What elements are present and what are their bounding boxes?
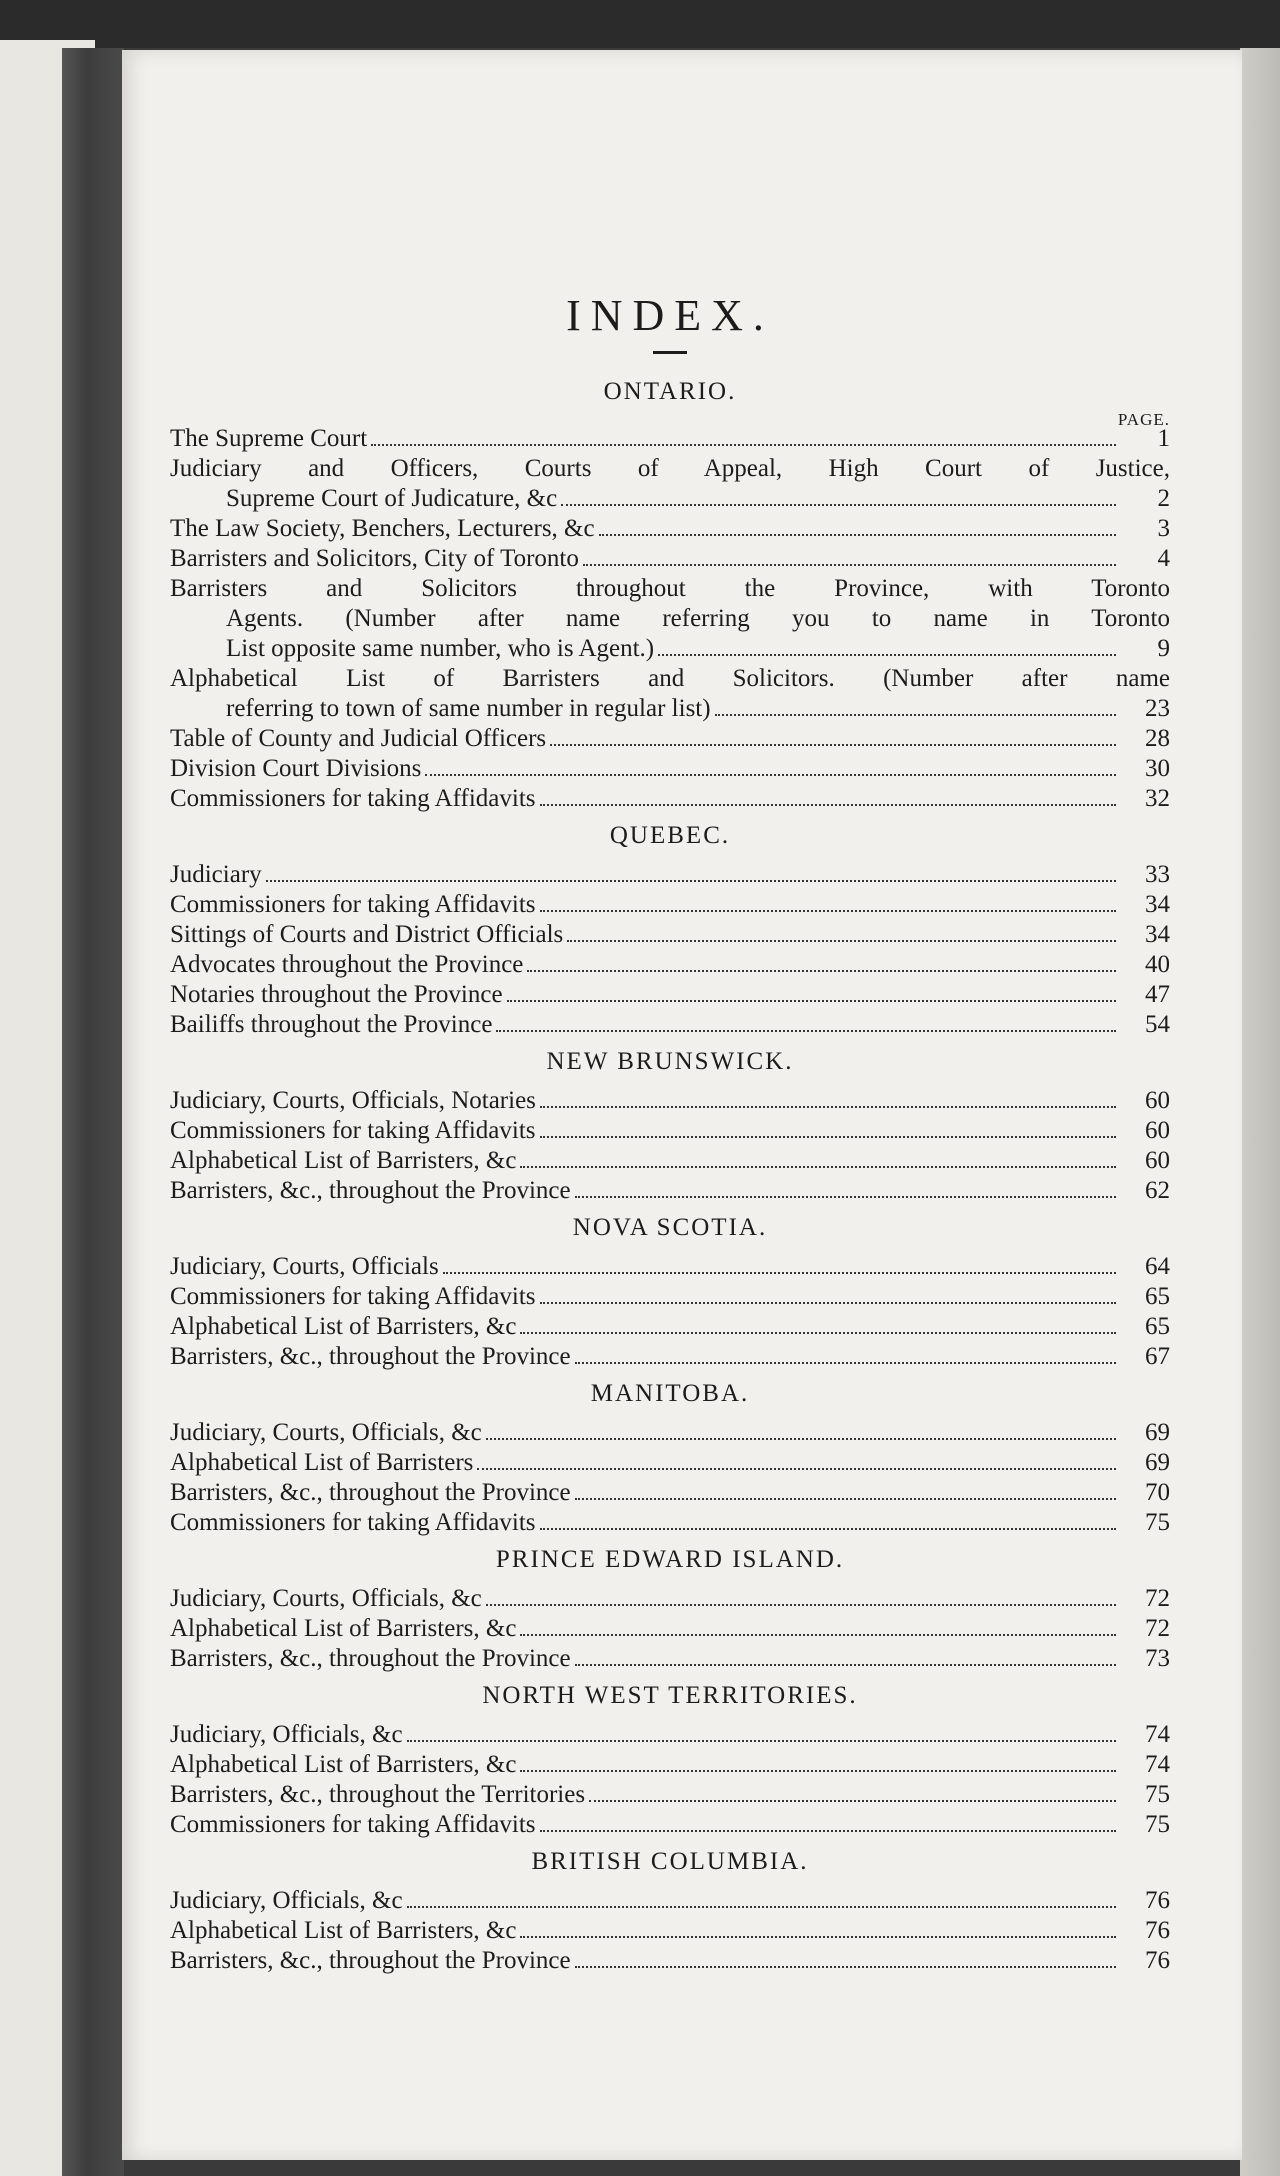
- dot-leader: [520, 1332, 1116, 1334]
- section-heading: BRITISH COLUMBIA.: [531, 1848, 809, 1875]
- index-entry: [170, 544, 1170, 574]
- entry-text: Judiciary, Courts, Officials, Notaries: [170, 1087, 536, 1114]
- index-entry: [170, 1010, 1170, 1040]
- page-number: 30: [1145, 755, 1170, 782]
- entry-text: Judiciary, Officials, &c: [170, 1721, 403, 1748]
- entry-text-line: Judiciary and Officers, Courts of Appeal, High Court of Justice,: [170, 455, 1170, 482]
- page-number: 54: [1145, 1011, 1170, 1038]
- page-number: 72: [1145, 1615, 1170, 1642]
- entry-text: Commissioners for taking Affidavits: [170, 1283, 536, 1310]
- dot-leader: [507, 1000, 1116, 1002]
- entry-text: Barristers, &c., throughout the Province: [170, 1479, 571, 1506]
- dot-leader: [589, 1800, 1116, 1802]
- entry-text: Barristers, &c., throughout the Province: [170, 1177, 571, 1204]
- dot-leader: [575, 1664, 1116, 1666]
- dot-leader: [527, 970, 1116, 972]
- index-entry: [170, 1282, 1170, 1312]
- entry-text-line: List opposite same number, who is Agent.): [226, 635, 655, 662]
- entry-text: Table of County and Judicial Officers: [170, 725, 547, 752]
- dot-leader: [540, 804, 1117, 806]
- page-number: 64: [1145, 1253, 1170, 1280]
- scan-top-border: [0, 0, 1280, 48]
- page-number: 28: [1145, 725, 1170, 752]
- dot-leader: [599, 534, 1116, 536]
- index-page: [122, 50, 1242, 2160]
- index-entry: [170, 754, 1170, 784]
- dot-leader: [575, 1966, 1116, 1968]
- title-rule: [653, 351, 687, 354]
- index-entry: [170, 1478, 1170, 1508]
- index-content: [170, 290, 1170, 1976]
- entry-text: Judiciary, Officials, &c: [170, 1887, 403, 1914]
- entry-text: Commissioners for taking Affidavits: [170, 1117, 536, 1144]
- page-number: 72: [1145, 1585, 1170, 1612]
- page-number: 69: [1145, 1419, 1170, 1446]
- page-number: 65: [1145, 1313, 1170, 1340]
- page-number: 70: [1145, 1479, 1170, 1506]
- index-entry: [170, 1312, 1170, 1342]
- entry-text-line: Barristers and Solicitors throughout the Province, with Toronto: [170, 575, 1170, 602]
- index-entry: [170, 1720, 1170, 1750]
- page-number: 60: [1145, 1117, 1170, 1144]
- dot-leader: [520, 1166, 1116, 1168]
- dot-leader: [443, 1272, 1116, 1274]
- index-entry: [170, 1176, 1170, 1206]
- dot-leader: [567, 940, 1116, 942]
- page-title: INDEX.: [566, 291, 774, 340]
- book-spine: [62, 48, 124, 2176]
- page-number: 60: [1145, 1087, 1170, 1114]
- page-number: 74: [1145, 1721, 1170, 1748]
- entry-text: Judiciary, Courts, Officials, &c: [170, 1585, 482, 1612]
- entry-text: The Supreme Court: [170, 425, 368, 452]
- page-number: 65: [1145, 1283, 1170, 1310]
- page-number: 75: [1145, 1781, 1170, 1808]
- page-number: 1: [1157, 425, 1170, 452]
- index-entry: [170, 1448, 1170, 1478]
- entry-text: Sittings of Courts and District Officials: [170, 921, 564, 948]
- dot-leader: [486, 1604, 1116, 1606]
- dot-leader: [715, 714, 1116, 716]
- dot-leader: [575, 1362, 1116, 1364]
- dot-leader: [550, 744, 1116, 746]
- entry-text-line: referring to town of same number in regular list): [226, 695, 711, 722]
- section-heading: MANITOBA.: [590, 1380, 750, 1407]
- dot-leader: [658, 654, 1116, 656]
- index-entry: [170, 664, 1170, 724]
- entry-text: Barristers, &c., throughout the Territories: [170, 1781, 586, 1808]
- dot-leader: [407, 1906, 1116, 1908]
- index-entry: [170, 890, 1170, 920]
- entry-text-line: Agents. (Number after name referring you to name in Toronto: [226, 605, 1170, 632]
- index-entry: [170, 1116, 1170, 1146]
- entry-text: Alphabetical List of Barristers: [170, 1449, 474, 1476]
- entry-text: Judiciary, Courts, Officials: [170, 1253, 439, 1280]
- page-number: 75: [1145, 1811, 1170, 1838]
- entry-text: Bailiffs throughout the Province: [170, 1011, 493, 1038]
- dot-leader: [540, 1528, 1117, 1530]
- index-entry: [170, 1614, 1170, 1644]
- dot-leader: [583, 564, 1116, 566]
- page-number: 2: [1157, 485, 1170, 512]
- index-entry: [170, 574, 1170, 664]
- index-entry: [170, 950, 1170, 980]
- index-entry: [170, 920, 1170, 950]
- index-entry: [170, 1780, 1170, 1810]
- dot-leader: [520, 1634, 1116, 1636]
- page-number: 4: [1157, 545, 1170, 572]
- dot-leader: [425, 774, 1116, 776]
- index-entry: [170, 1342, 1170, 1372]
- entry-text: Commissioners for taking Affidavits: [170, 785, 536, 812]
- section-heading: ONTARIO.: [603, 378, 737, 405]
- entry-text: Judiciary, Courts, Officials, &c: [170, 1419, 482, 1446]
- page-number: 76: [1145, 1947, 1170, 1974]
- section-heading: QUEBEC.: [609, 822, 731, 849]
- index-entry: [170, 424, 1170, 454]
- index-entry: [170, 1750, 1170, 1780]
- page-number: 76: [1145, 1917, 1170, 1944]
- entry-text: Division Court Divisions: [170, 755, 422, 782]
- page-number: 9: [1157, 635, 1170, 662]
- page-number: 33: [1145, 861, 1170, 888]
- page-number: 47: [1145, 981, 1170, 1008]
- index-entry: [170, 1252, 1170, 1282]
- index-entry: [170, 1644, 1170, 1674]
- dot-leader: [540, 1830, 1117, 1832]
- page-number: 62: [1145, 1177, 1170, 1204]
- entry-text: Barristers, &c., throughout the Province: [170, 1343, 571, 1370]
- entry-text: Alphabetical List of Barristers, &c: [170, 1615, 517, 1642]
- page-number: 23: [1145, 695, 1170, 722]
- page-number: 76: [1145, 1887, 1170, 1914]
- section-heading: PRINCE EDWARD ISLAND.: [495, 1546, 845, 1573]
- index-entry: [170, 454, 1170, 514]
- section-heading: NOVA SCOTIA.: [572, 1214, 768, 1241]
- page-number: 73: [1145, 1645, 1170, 1672]
- dot-leader: [371, 444, 1116, 446]
- dot-leader: [266, 880, 1116, 882]
- dot-leader: [575, 1196, 1116, 1198]
- entry-text: Commissioners for taking Affidavits: [170, 1811, 536, 1838]
- index-entry: [170, 784, 1170, 814]
- index-entry: [170, 1584, 1170, 1614]
- entry-text: Alphabetical List of Barristers, &c: [170, 1147, 517, 1174]
- entry-text: Alphabetical List of Barristers, &c: [170, 1313, 517, 1340]
- dot-leader: [540, 1302, 1117, 1304]
- entry-text: Barristers and Solicitors, City of Toronto: [170, 545, 579, 572]
- entry-text: Commissioners for taking Affidavits: [170, 891, 536, 918]
- entry-text: Judiciary: [170, 861, 262, 888]
- index-entry: [170, 1886, 1170, 1916]
- index-entry: [170, 1508, 1170, 1538]
- index-entry: [170, 1146, 1170, 1176]
- index-entry: [170, 724, 1170, 754]
- section-heading: NEW BRUNSWICK.: [546, 1048, 794, 1075]
- entry-text-line: Alphabetical List of Barristers and Solicitors. (Number after name: [170, 665, 1170, 692]
- page-number: 67: [1145, 1343, 1170, 1370]
- page-number: 3: [1157, 515, 1170, 542]
- entry-text: Alphabetical List of Barristers, &c: [170, 1917, 517, 1944]
- dot-leader: [520, 1770, 1116, 1772]
- index-entry: [170, 1946, 1170, 1976]
- page-number: 60: [1145, 1147, 1170, 1174]
- entry-text: Barristers, &c., throughout the Province: [170, 1947, 571, 1974]
- page-number: 34: [1145, 891, 1170, 918]
- entry-text: Commissioners for taking Affidavits: [170, 1509, 536, 1536]
- entry-text: The Law Society, Benchers, Lecturers, &c: [170, 515, 595, 542]
- page-number: 40: [1145, 951, 1170, 978]
- dot-leader: [540, 1136, 1117, 1138]
- page-number: 74: [1145, 1751, 1170, 1778]
- page-number: 32: [1145, 785, 1170, 812]
- entry-text: Advocates throughout the Province: [170, 951, 524, 978]
- section-heading: NORTH WEST TERRITORIES.: [482, 1682, 858, 1709]
- index-entry: [170, 1810, 1170, 1840]
- index-entry: [170, 980, 1170, 1010]
- index-entry: [170, 514, 1170, 544]
- page-right-edge: [1240, 48, 1280, 2176]
- entry-text: Barristers, &c., throughout the Province: [170, 1645, 571, 1672]
- dot-leader: [496, 1030, 1116, 1032]
- dot-leader: [486, 1438, 1116, 1440]
- entry-text: Notaries throughout the Province: [170, 981, 503, 1008]
- dot-leader: [540, 910, 1117, 912]
- index-entry: [170, 860, 1170, 890]
- page-number: 69: [1145, 1449, 1170, 1476]
- page-column-label: PAGE.: [1117, 410, 1170, 429]
- page-number: 34: [1145, 921, 1170, 948]
- entry-text: Alphabetical List of Barristers, &c: [170, 1751, 517, 1778]
- dot-leader: [520, 1936, 1116, 1938]
- index-entry: [170, 1418, 1170, 1448]
- entry-text-line: Supreme Court of Judicature, &c: [226, 485, 558, 512]
- dot-leader: [575, 1498, 1116, 1500]
- page-number: 75: [1145, 1509, 1170, 1536]
- dot-leader: [407, 1740, 1116, 1742]
- index-entry: [170, 1916, 1170, 1946]
- dot-leader: [477, 1468, 1116, 1470]
- dot-leader: [561, 504, 1116, 506]
- index-entry: [170, 1086, 1170, 1116]
- dot-leader: [540, 1106, 1116, 1108]
